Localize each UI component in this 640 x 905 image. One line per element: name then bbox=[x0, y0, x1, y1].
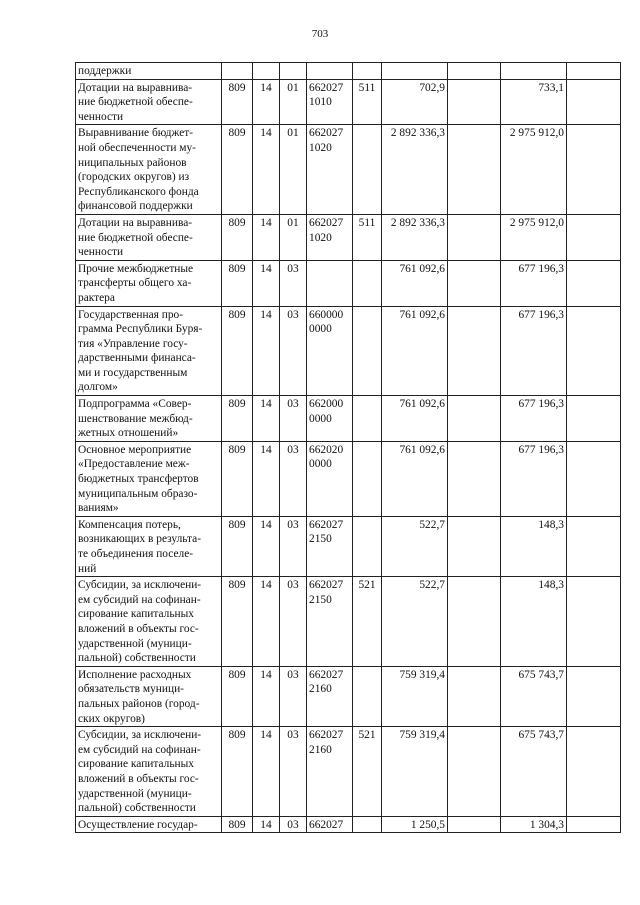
cell-name bbox=[76, 214, 222, 260]
cell-subsection: 03 bbox=[280, 441, 307, 516]
cell-ministry: 809 bbox=[222, 816, 253, 833]
name-line: Основное мероприятие bbox=[78, 443, 192, 456]
cell-name bbox=[76, 441, 222, 516]
cell-amount-1: 522,7 bbox=[382, 516, 448, 576]
cell-empty-2 bbox=[567, 260, 621, 306]
cell-empty-1 bbox=[448, 214, 501, 260]
name-line: шенствование межбюд- bbox=[78, 412, 193, 425]
cell-empty-2 bbox=[567, 577, 621, 667]
cell-section: 14 bbox=[253, 666, 280, 726]
cell-empty-2 bbox=[567, 816, 621, 833]
cell-amount-2: 675 743,7 bbox=[501, 666, 567, 726]
name-line: Субсидии, за исключени- bbox=[78, 729, 202, 742]
name-line: возникающих в результа- bbox=[78, 533, 202, 546]
cell-ministry bbox=[222, 63, 253, 80]
table-row bbox=[76, 260, 621, 306]
cell-expense: 521 bbox=[353, 577, 382, 667]
cell-target bbox=[307, 260, 353, 306]
table-row bbox=[76, 396, 621, 442]
cell-empty-1 bbox=[448, 666, 501, 726]
name-line: ем субсидий на софинан- bbox=[78, 593, 201, 606]
cell-expense bbox=[353, 516, 382, 576]
page-number: 703 bbox=[311, 28, 329, 40]
name-line: финансовой поддержки bbox=[78, 200, 193, 213]
cell-section: 14 bbox=[253, 125, 280, 215]
table-row bbox=[76, 577, 621, 667]
cell-empty-1 bbox=[448, 396, 501, 442]
name-line: рактера bbox=[78, 291, 115, 304]
table-row bbox=[76, 306, 621, 396]
cell-empty-1 bbox=[448, 306, 501, 396]
name-line: Республиканского фонда bbox=[78, 185, 199, 198]
cell-amount-1: 522,7 bbox=[382, 577, 448, 667]
cell-target bbox=[307, 63, 353, 80]
name-line: пальной) собственности bbox=[78, 652, 196, 665]
cell-target: 662000 0000 bbox=[307, 396, 353, 442]
cell-subsection bbox=[280, 63, 307, 80]
cell-amount-2: 677 196,3 bbox=[501, 441, 567, 516]
cell-amount-2: 733,1 bbox=[501, 79, 567, 125]
cell-amount-2: 148,3 bbox=[501, 577, 567, 667]
cell-expense bbox=[353, 666, 382, 726]
cell-ministry: 809 bbox=[222, 727, 253, 817]
cell-amount-1: 759 319,4 bbox=[382, 727, 448, 817]
cell-amount-1: 2 892 336,3 bbox=[382, 125, 448, 215]
cell-empty-1 bbox=[448, 816, 501, 833]
name-line: вложений в объекты гос- bbox=[78, 622, 199, 635]
cell-empty-2 bbox=[567, 516, 621, 576]
name-line: Дотации на выравнива- bbox=[78, 81, 193, 94]
name-line: Субсидии, за исключени- bbox=[78, 579, 202, 592]
cell-ministry: 809 bbox=[222, 666, 253, 726]
cell-section: 14 bbox=[253, 396, 280, 442]
cell-ministry: 809 bbox=[222, 214, 253, 260]
table-row bbox=[76, 63, 621, 80]
cell-ministry: 809 bbox=[222, 441, 253, 516]
cell-subsection: 01 bbox=[280, 79, 307, 125]
name-line: те объединения поселе- bbox=[78, 548, 194, 560]
name-line: ниципальных районов bbox=[78, 156, 187, 169]
cell-empty-2 bbox=[567, 666, 621, 726]
name-line: «Предоставление меж- bbox=[78, 458, 190, 471]
cell-target: 662027 2150 bbox=[307, 577, 353, 667]
name-line: ских округов) bbox=[78, 712, 145, 725]
cell-amount-2: 2 975 912,0 bbox=[501, 214, 567, 260]
name-line: муниципальным образо- bbox=[78, 487, 198, 500]
name-line: ченности bbox=[78, 110, 124, 123]
cell-ministry: 809 bbox=[222, 260, 253, 306]
cell-subsection: 01 bbox=[280, 125, 307, 215]
cell-empty-1 bbox=[448, 260, 501, 306]
cell-subsection: 03 bbox=[280, 306, 307, 396]
name-line: Осуществление государ- bbox=[78, 818, 198, 831]
cell-target: 662027 1010 bbox=[307, 79, 353, 125]
cell-amount-2: 2 975 912,0 bbox=[501, 125, 567, 215]
cell-ministry: 809 bbox=[222, 577, 253, 667]
name-line: ной обеспеченности му- bbox=[78, 141, 196, 154]
cell-section: 14 bbox=[253, 79, 280, 125]
cell-amount-1: 702,9 bbox=[382, 79, 448, 125]
cell-name bbox=[76, 79, 222, 125]
name-line: дарственными финанса- bbox=[78, 352, 196, 365]
name-line: сирование капитальных bbox=[78, 608, 194, 621]
cell-name bbox=[76, 260, 222, 306]
cell-expense bbox=[353, 441, 382, 516]
name-line: Дотации на выравнива- bbox=[78, 216, 193, 229]
cell-amount-1: 1 250,5 bbox=[382, 816, 448, 833]
cell-empty-1 bbox=[448, 79, 501, 125]
cell-section: 14 bbox=[253, 214, 280, 260]
name-line: ударственной (муници- bbox=[78, 637, 192, 650]
cell-empty-1 bbox=[448, 441, 501, 516]
cell-expense bbox=[353, 306, 382, 396]
cell-amount-1 bbox=[382, 63, 448, 80]
table-row bbox=[76, 125, 621, 215]
cell-empty-1 bbox=[448, 516, 501, 576]
cell-empty-2 bbox=[567, 214, 621, 260]
cell-subsection: 03 bbox=[280, 577, 307, 667]
cell-section: 14 bbox=[253, 727, 280, 817]
cell-name bbox=[76, 396, 222, 442]
table-row bbox=[76, 79, 621, 125]
table-row bbox=[76, 441, 621, 516]
cell-amount-1: 759 319,4 bbox=[382, 666, 448, 726]
name-line: жетных отношений» bbox=[78, 427, 179, 440]
table-row bbox=[76, 816, 621, 833]
cell-amount-1: 2 892 336,3 bbox=[382, 214, 448, 260]
table-row bbox=[76, 727, 621, 817]
cell-subsection: 03 bbox=[280, 666, 307, 726]
cell-target: 662027 bbox=[307, 816, 353, 833]
name-line: Компенсация потерь, bbox=[78, 518, 181, 531]
cell-empty-2 bbox=[567, 79, 621, 125]
name-line: пальной) собственности bbox=[78, 802, 196, 815]
cell-target: 660000 0000 bbox=[307, 306, 353, 396]
cell-name bbox=[76, 577, 222, 667]
cell-amount-2: 677 196,3 bbox=[501, 396, 567, 442]
cell-section: 14 bbox=[253, 260, 280, 306]
cell-empty-2 bbox=[567, 396, 621, 442]
name-line: ние бюджетной обеспе- bbox=[78, 96, 193, 109]
cell-amount-2: 677 196,3 bbox=[501, 260, 567, 306]
cell-amount-2: 1 304,3 bbox=[501, 816, 567, 833]
cell-subsection: 03 bbox=[280, 816, 307, 833]
cell-subsection: 01 bbox=[280, 214, 307, 260]
table-row bbox=[76, 666, 621, 726]
name-line: (городских округов) из bbox=[78, 171, 190, 184]
name-line: ударственной (муници- bbox=[78, 787, 192, 800]
cell-expense: 511 bbox=[353, 214, 382, 260]
cell-empty-2 bbox=[567, 727, 621, 817]
cell-amount-2: 148,3 bbox=[501, 516, 567, 576]
cell-ministry: 809 bbox=[222, 306, 253, 396]
cell-empty-2 bbox=[567, 125, 621, 215]
name-line: тия «Управление госу- bbox=[78, 337, 188, 350]
name-line: обязательств муници- bbox=[78, 683, 184, 696]
budget-table bbox=[75, 62, 621, 833]
cell-expense: 521 bbox=[353, 727, 382, 817]
cell-amount-1: 761 092,6 bbox=[382, 260, 448, 306]
name-line: бюджетных трансфертов bbox=[78, 473, 199, 486]
name-line: ченности bbox=[78, 246, 124, 259]
name-line: ний bbox=[78, 562, 97, 575]
cell-amount-1: 761 092,6 bbox=[382, 396, 448, 442]
cell-name bbox=[76, 306, 222, 396]
cell-expense bbox=[353, 816, 382, 833]
cell-ministry: 809 bbox=[222, 79, 253, 125]
name-line: ми и государственным bbox=[78, 366, 188, 379]
cell-amount-2 bbox=[501, 63, 567, 80]
cell-amount-1: 761 092,6 bbox=[382, 441, 448, 516]
cell-target: 662027 2160 bbox=[307, 666, 353, 726]
cell-name bbox=[76, 516, 222, 576]
table-row bbox=[76, 214, 621, 260]
cell-empty-2 bbox=[567, 63, 621, 80]
cell-amount-1: 761 092,6 bbox=[382, 306, 448, 396]
cell-empty-2 bbox=[567, 306, 621, 396]
cell-subsection: 03 bbox=[280, 516, 307, 576]
cell-subsection: 03 bbox=[280, 260, 307, 306]
name-line: Государственная про- bbox=[78, 308, 184, 321]
name-line: Исполнение расходных bbox=[78, 668, 192, 681]
cell-expense bbox=[353, 63, 382, 80]
cell-ministry: 809 bbox=[222, 125, 253, 215]
cell-empty-1 bbox=[448, 727, 501, 817]
name-line: Выравнивание бюджет- bbox=[78, 127, 194, 140]
name-line: грамма Республики Буря- bbox=[78, 323, 203, 336]
name-line: ем субсидий на софинан- bbox=[78, 743, 201, 756]
cell-amount-2: 675 743,7 bbox=[501, 727, 567, 817]
name-line: сирование капитальных bbox=[78, 758, 194, 771]
cell-section: 14 bbox=[253, 306, 280, 396]
cell-target: 662027 1020 bbox=[307, 125, 353, 215]
name-line: ваниям» bbox=[78, 502, 119, 515]
cell-expense bbox=[353, 125, 382, 215]
name-line: трансферты общего ха- bbox=[78, 277, 192, 290]
name-line: ние бюджетной обеспе- bbox=[78, 231, 193, 244]
cell-empty-1 bbox=[448, 63, 501, 80]
cell-target: 662020 0000 bbox=[307, 441, 353, 516]
cell-target: 662027 1020 bbox=[307, 214, 353, 260]
cell-section: 14 bbox=[253, 441, 280, 516]
cell-target: 662027 2150 bbox=[307, 516, 353, 576]
name-line: Прочие межбюджетные bbox=[78, 262, 194, 275]
table-body bbox=[76, 63, 621, 833]
cell-subsection: 03 bbox=[280, 396, 307, 442]
cell-section: 14 bbox=[253, 577, 280, 667]
cell-section: 14 bbox=[253, 816, 280, 833]
name-line: поддержки bbox=[78, 65, 132, 77]
cell-empty-1 bbox=[448, 125, 501, 215]
cell-ministry: 809 bbox=[222, 396, 253, 442]
cell-expense bbox=[353, 396, 382, 442]
name-line: долгом» bbox=[78, 381, 118, 394]
cell-subsection: 03 bbox=[280, 727, 307, 817]
cell-target: 662027 2160 bbox=[307, 727, 353, 817]
cell-ministry: 809 bbox=[222, 516, 253, 576]
cell-amount-2: 677 196,3 bbox=[501, 306, 567, 396]
cell-name bbox=[76, 816, 222, 833]
cell-expense bbox=[353, 260, 382, 306]
name-line: Подпрограмма «Совер- bbox=[78, 398, 192, 411]
cell-name bbox=[76, 125, 222, 215]
name-line: вложений в объекты гос- bbox=[78, 772, 199, 785]
cell-name bbox=[76, 727, 222, 817]
cell-name bbox=[76, 63, 222, 80]
name-line: пальных районов (город- bbox=[78, 697, 200, 710]
cell-name bbox=[76, 666, 222, 726]
cell-section bbox=[253, 63, 280, 80]
cell-empty-2 bbox=[567, 441, 621, 516]
cell-section: 14 bbox=[253, 516, 280, 576]
cell-expense: 511 bbox=[353, 79, 382, 125]
table-row bbox=[76, 516, 621, 576]
cell-empty-1 bbox=[448, 577, 501, 667]
